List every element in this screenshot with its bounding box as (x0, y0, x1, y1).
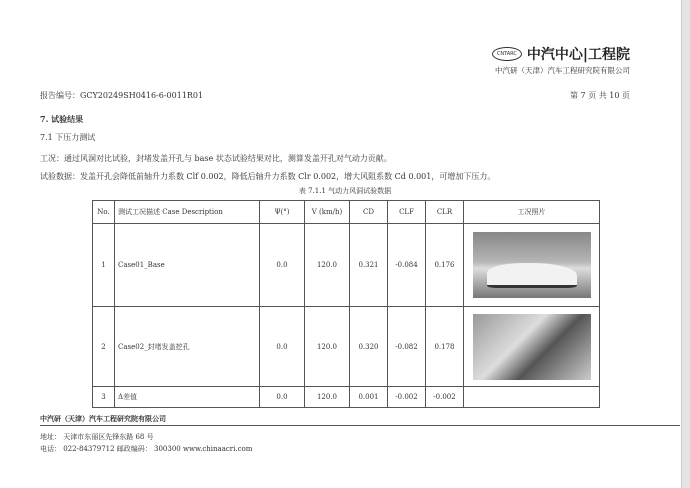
page-number: 第 7 页 共 10 页 (570, 91, 630, 100)
table-caption: 表 7.1.1 气动力风洞试验数据 (298, 187, 392, 195)
col-cd: CD (350, 201, 388, 224)
col-no: No. (93, 201, 115, 224)
logo (492, 44, 630, 64)
cell: 0.320 (350, 307, 388, 387)
col-clr: CLR (426, 201, 464, 224)
page-edge (681, 0, 690, 488)
table-row (93, 387, 600, 408)
cell: 120.0 (305, 307, 350, 387)
cell: -0.002 (426, 387, 464, 408)
table-header-row (93, 201, 600, 224)
cell: 0.0 (260, 387, 305, 408)
condition-text: 工况：通过风洞对比试验，封堵发盖开孔与 base 状态试验结果对比，测算发盖开孔对气动力贡献。 (40, 154, 392, 163)
cell: 3 (93, 387, 115, 408)
cell (464, 387, 600, 408)
cell: 0.001 (350, 387, 388, 408)
cell: 120.0 (305, 224, 350, 307)
subsection-title: 7.1 下压力测试 (40, 133, 96, 142)
footer-company: 中汽研（天津）汽车工程研究院有限公司 (40, 415, 166, 423)
brand-name: 中汽中心|工程院 (526, 47, 630, 63)
section-title: 7. 试验结果 (40, 114, 84, 124)
col-yaw: Ψ(°) (260, 201, 305, 224)
data-text: 试验数据：发盖开孔会降低前轴升力系数 Clf 0.002，降低后轴升力系数 Clr 0.002，增大风阻系数 Cd 0.001，可增加下压力。 (40, 172, 496, 181)
cell: 0.176 (426, 224, 464, 307)
car-photo-sealed-hood (473, 314, 591, 380)
cell: 120.0 (305, 387, 350, 408)
photo-cell (464, 307, 600, 387)
company-name: 中汽研（天津）汽车工程研究院有限公司 (495, 66, 630, 75)
cell: 0.321 (350, 224, 388, 307)
table-row (93, 307, 600, 387)
cell: 0.0 (260, 307, 305, 387)
table-row (93, 224, 600, 307)
photo-cell (464, 224, 600, 307)
col-speed: V (km/h) (305, 201, 350, 224)
col-case: 测试工况描述 Case Description (115, 201, 260, 224)
cell: Case02_封堵发盖挖孔 (115, 307, 260, 387)
col-photo: 工况照片 (464, 201, 600, 224)
cell: -0.082 (388, 307, 426, 387)
cell: Δ差值 (115, 387, 260, 408)
footer-contact: 电话： 022-84379712 邮政编码： 300300 www.chinaacri.com (40, 445, 253, 453)
logo-badge: CNTARC (492, 47, 522, 61)
footer-address: 地址： 天津市东丽区先锋东路 68 号 (40, 433, 154, 441)
report-number: 报告编号：GCY20249SH0416-6-0011R01 (40, 91, 204, 100)
col-clf: CLF (388, 201, 426, 224)
cell: -0.084 (388, 224, 426, 307)
cell: 1 (93, 224, 115, 307)
cell: 0.0 (260, 224, 305, 307)
cell: Case01_Base (115, 224, 260, 307)
cell: 0.178 (426, 307, 464, 387)
footer-divider (40, 425, 680, 426)
cell: 2 (93, 307, 115, 387)
cell: -0.002 (388, 387, 426, 408)
aero-data-table (92, 200, 600, 408)
car-photo-base (473, 232, 591, 298)
